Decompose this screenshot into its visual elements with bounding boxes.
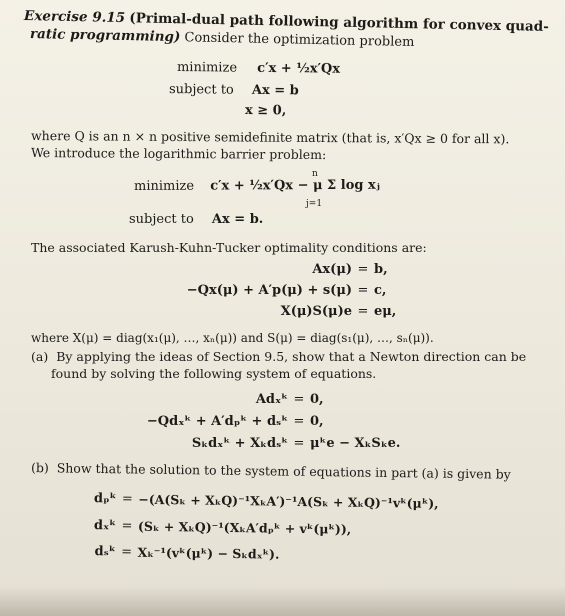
- newton-lhs: Adₓᵏ: [255, 391, 288, 407]
- problem2-subject-row: [129, 212, 263, 228]
- kkt-equals: =: [357, 283, 369, 298]
- solution-equals: =: [121, 490, 133, 507]
- kkt-row: [140, 259, 396, 280]
- newton-equals: =: [293, 435, 305, 451]
- part-b-text1: Show that the solution to the system of equations in part (a) is given by: [56, 460, 511, 482]
- problem1-objective: c′x + ½x′Qx: [257, 60, 341, 77]
- exercise-title-cont: ratic programming): [29, 26, 181, 46]
- newton-row: [140, 410, 400, 432]
- para2-line1: The associated Karush-Kuhn-Tucker optimality conditions are:: [31, 240, 427, 255]
- solution-rhs: (Sₖ + XₖQ)⁻¹(XₖA′dₚᵏ + vᵏ(μᵏ)),: [137, 518, 352, 537]
- part-a-line1: [31, 349, 526, 365]
- problem2-objective: c′x + ½x′Qx − μ Σ log xⱼ: [210, 177, 380, 194]
- problem2-minimize-row: [134, 178, 380, 195]
- kkt-equals: =: [357, 262, 369, 277]
- kkt-lhs: Ax(μ): [312, 262, 352, 277]
- solution-row: [85, 538, 438, 569]
- newton-equals: =: [293, 413, 305, 429]
- newton-rhs: μᵏe − XₖSₖe.: [310, 435, 401, 451]
- problem1-minimize-row: [177, 60, 340, 78]
- kkt-rhs: eμ,: [374, 304, 397, 319]
- kkt-equals: =: [357, 304, 369, 319]
- problem1-subject-row: [169, 82, 299, 99]
- newton-row: [140, 432, 400, 454]
- problem1-subject-label: subject to: [168, 82, 234, 98]
- page-bottom-shadow: [0, 586, 565, 616]
- problem2-sum-lower: j=1: [306, 199, 323, 209]
- solution-rhs: Xₖ⁻¹(vᵏ(μᵏ) − Sₖdₓᵏ).: [137, 544, 280, 562]
- solution-lhs: dₛᵏ: [94, 543, 116, 559]
- para3-line1: where X(μ) = diag(x₁(μ), …, xₙ(μ)) and S(μ) = diag(s₁(μ), …, sₙ(μ)).: [31, 331, 434, 345]
- part-b-label: (b): [30, 460, 49, 476]
- problem1-minimize-label: minimize: [176, 60, 238, 76]
- newton-rhs: 0,: [310, 391, 324, 407]
- solution-rhs: −(A(Sₖ + XₖQ)⁻¹XₖA′)⁻¹A(Sₖ + XₖQ)⁻¹vᵏ(μᵏ),: [138, 491, 439, 511]
- solution-lhs: dₓᵏ: [93, 517, 117, 533]
- solution-equals: =: [121, 543, 133, 560]
- part-b-line1: [31, 460, 511, 483]
- exercise-number: Exercise 9.15: [23, 8, 126, 27]
- kkt-conditions: [140, 259, 396, 322]
- solution-lhs: dₚᵏ: [93, 490, 117, 506]
- problem2-subject-label: subject to: [129, 212, 194, 227]
- kkt-row: [140, 301, 396, 322]
- solution-system: [85, 484, 438, 569]
- newton-lhs: −Qdₓᵏ + A′dₚᵏ + dₛᵏ: [146, 413, 288, 429]
- problem2-constraint: Ax = b.: [211, 212, 264, 227]
- newton-lhs: Sₖdₓᵏ + Xₖdₛᵏ: [191, 435, 288, 451]
- part-a-line2: found by solving the following system of equations.: [51, 366, 377, 381]
- problem2-minimize-label: minimize: [133, 178, 195, 194]
- kkt-rhs: c,: [374, 283, 387, 298]
- kkt-row: [140, 280, 396, 301]
- problem1-constraint2: x ≥ 0,: [244, 103, 287, 119]
- newton-system: [140, 388, 400, 454]
- newton-row: [140, 388, 400, 410]
- part-a-label: (a): [31, 349, 49, 364]
- part-a-text1: By applying the ideas of Section 9.5, show that a Newton direction can be: [56, 349, 527, 364]
- solution-equals: =: [121, 517, 133, 534]
- kkt-lhs: −Qx(μ) + A′p(μ) + s(μ): [186, 283, 352, 298]
- exercise-intro: Consider the optimization problem: [184, 30, 415, 51]
- problem1-constraint2-row: [245, 103, 286, 119]
- kkt-lhs: X(μ)S(μ)e: [280, 304, 352, 319]
- problem2-sum-upper: n: [312, 169, 318, 179]
- exercise-title: (Primal-dual path following algorithm for convex quad-: [129, 10, 549, 35]
- newton-rhs: 0,: [310, 413, 324, 429]
- kkt-rhs: b,: [374, 262, 388, 277]
- problem1-constraint1: Ax = b: [251, 82, 299, 99]
- para1-line2: We introduce the logarithmic barrier problem:: [30, 145, 327, 163]
- newton-equals: =: [293, 391, 305, 407]
- para1-line1: where Q is an n × n positive semidefinite matrix (that is, x′Qx ≥ 0 for all x).: [30, 128, 510, 147]
